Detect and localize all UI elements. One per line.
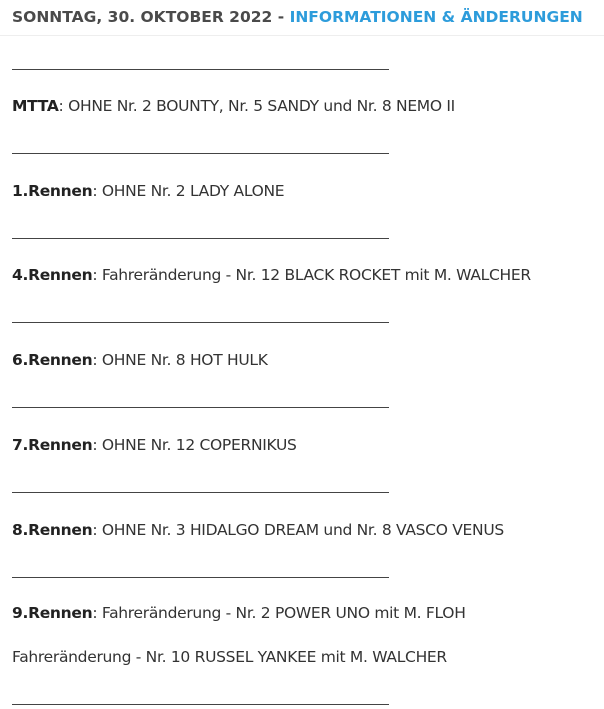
entry-race-7 [12,435,297,455]
header-separator: - [272,8,290,26]
entry-text: : OHNE Nr. 2 BOUNTY, Nr. 5 SANDY und Nr. 8 NEMO II [58,97,455,115]
entry-label: 1.Rennen [12,182,93,200]
divider-line [12,492,389,493]
page-header [0,0,604,36]
header-title: INFORMATIONEN & ÄNDERUNGEN [289,8,583,26]
entry-label: 8.Rennen [12,521,93,539]
entry-text: Fahreränderung - Nr. 10 RUSSEL YANKEE mit M. WALCHER [12,648,447,666]
entry-text: : Fahreränderung - Nr. 12 BLACK ROCKET mit M. WALCHER [92,266,531,284]
divider-line [12,577,389,578]
entry-race-6 [12,350,268,370]
entry-label: 6.Rennen [12,351,93,369]
divider-line [12,69,389,70]
header-date: SONNTAG, 30. OKTOBER 2022 [12,8,273,26]
entry-mtta [12,96,455,116]
entry-label: MTTA [12,97,59,115]
divider-line [12,238,389,239]
entry-label: 7.Rennen [12,436,93,454]
entry-label: 9.Rennen [12,604,93,622]
entry-text: : OHNE Nr. 2 LADY ALONE [92,182,285,200]
entry-label: 4.Rennen [12,266,93,284]
entry-text: : Fahreränderung - Nr. 2 POWER UNO mit M. FLOH [92,604,466,622]
entry-race-4 [12,265,531,285]
entry-race-9 [12,603,466,623]
entry-race-1 [12,181,284,201]
entry-text: : OHNE Nr. 8 HOT HULK [92,351,268,369]
divider-line [12,704,389,705]
entry-text: : OHNE Nr. 12 COPERNIKUS [92,436,297,454]
divider-line [12,407,389,408]
divider-line [12,322,389,323]
entry-text: : OHNE Nr. 3 HIDALGO DREAM und Nr. 8 VASCO VENUS [92,521,504,539]
divider-line [12,153,389,154]
entry-race-8 [12,520,504,540]
entry-race-9-continued [12,647,447,667]
